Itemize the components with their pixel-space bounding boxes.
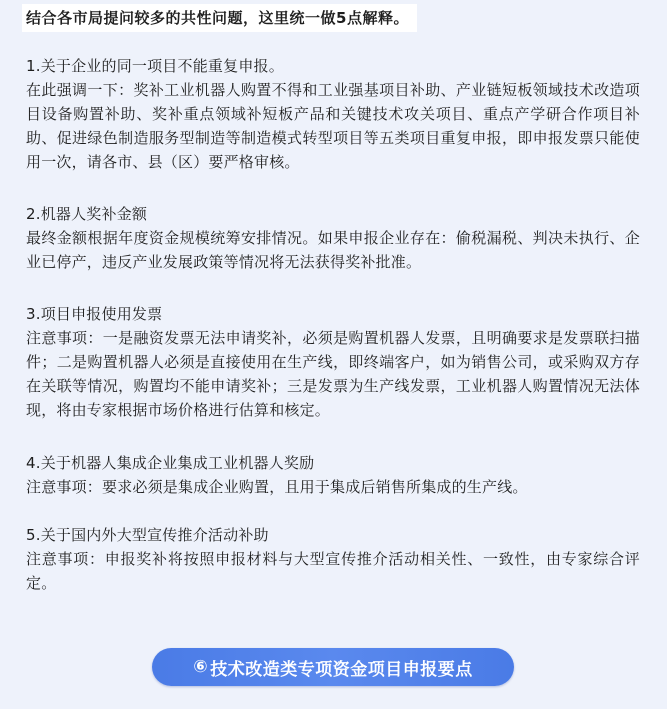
section-5 [26, 523, 640, 595]
section-title: 5.关于国内外大型宣传推介活动补助 [26, 526, 269, 544]
banner-number: ⑥ [193, 657, 209, 677]
section-title: 2.机器人奖补金额 [26, 205, 148, 223]
banner-label: 技术改造类专项资金项目申报要点 [210, 659, 473, 680]
section-4 [26, 451, 640, 499]
section-3 [26, 302, 640, 422]
section-body: 最终金额根据年度资金规模统筹安排情况。如果申报企业存在：偷税漏税、判决未执行、企业已停产，违反产业发展政策等情况将无法获得奖补批准。 [26, 229, 640, 271]
section-1 [26, 54, 640, 174]
section-body: 在此强调一下：奖补工业机器人购置不得和工业强基项目补助、产业链短板领域技术改造项目设备购置补助、奖补重点领域补短板产品和关键技术攻关项目、重点产学研合作项目补助、促进绿色制造服务型制造等制造模式转型项目等五类项目重复申报，即申报发票只能使用一次，请各市、县（区）要严格审核。 [26, 81, 640, 171]
section-title: 4.关于机器人集成企业集成工业机器人奖励 [26, 454, 315, 472]
section-2 [26, 202, 640, 274]
intro-heading: 结合各市局提问较多的共性问题，这里统一做5点解释。 [22, 4, 417, 32]
section-body: 注意事项：申报奖补将按照申报材料与大型宣传推介活动相关性、一致性，由专家综合评定。 [26, 550, 640, 592]
section-banner [152, 648, 514, 686]
section-body: 注意事项：要求必须是集成企业购置，且用于集成后销售所集成的生产线。 [26, 478, 528, 496]
section-title: 1.关于企业的同一项目不能重复申报。 [26, 57, 284, 75]
section-title: 3.项目申报使用发票 [26, 305, 163, 323]
section-body: 注意事项：一是融资发票无法申请奖补，必须是购置机器人发票，且明确要求是发票联扫描件；二是购置机器人必须是直接使用在生产线，即终端客户，如为销售公司，或采购双方存在关联等情况，购置均不能申请奖补；三是发票为生产线发票，工业机器人购置情况无法体现，将由专家根据市场价格进行估算和核定。 [26, 329, 640, 419]
